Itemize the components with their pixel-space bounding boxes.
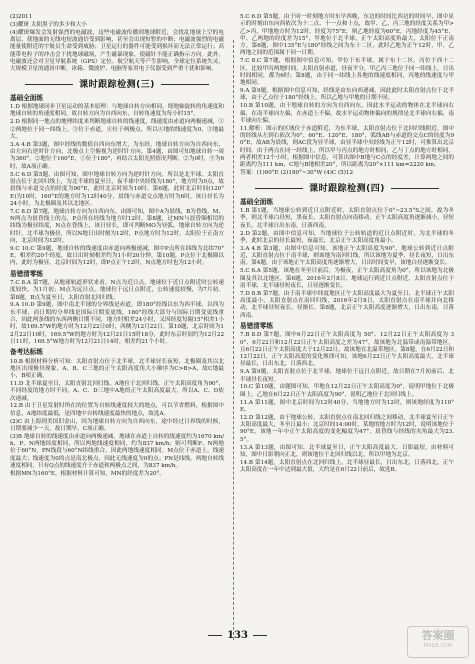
title-rule xyxy=(25,84,73,85)
answer-item: 11.解析：图示的区域位于赤道附近，为东半球，太阳直射点位于北回归线附近，图中的经线从左到右依次为0°、60°E、120°E、180°，弧线AB与赤道的交点C的经度为90°E，故AB为晨线，则AC段为昼半球，由昼半球中央经线为正午12时，可推算出北京时间。由于两点在同一经线上，所以甲与丙点的地方时相同，乙与丁点的地方时相同，两者相差12个小时。根据图中信息，可算出图中B地与C点的经度差，计算两地之间的距离约为111 km，C地与B地相差20°，所以距离为20°×111 km=2220 km。 xyxy=(240,125,454,169)
answer-item: 11.D 北半球夏至日，太阳直射北回归线，A地位于北回归线，正午太阳高度角为90°，不同经度的地方时不同，A、C、D三地中A地的正午太阳高度最大，所以A、C、D依次递减。 xyxy=(10,381,224,402)
answer-item: 2.D 第2题，由图中信息可知，当地球位于公转轨道的近日点附近时，为北半球的冬季，此时北京的昼长最短，夜最长，北京正午太阳高度角最小。 xyxy=(240,230,454,244)
lesson-title-4: 课时跟踪检测(四) xyxy=(240,186,454,193)
answer-item: 7.D 8.B 第7题，由于南半球中纬度地区正午太阳高度最大为夏至日，北半球正午太阳高度最小，太阳直射点在南回归线，2016年2月8日，太阳直射点在南半球并向北移动，北半球昼短夜长，昼渐长。第8题，北京正午太阳高度逐渐增大，日出东南，日落西南。 xyxy=(240,290,454,319)
section-heading: 易错清零练 xyxy=(10,269,43,278)
answer-item: 9.A 第9题，根据图中信息可知，经线是由东向西递减，因此此时太阳直射点位于北半球，由于乙点位于180°经线上，所以乙地与甲地的日期不同。 xyxy=(240,88,454,102)
answer-item: 11.A 第11题，图中北京时间为12时40分，当地地方时为12时，则该地经度为110°E。 xyxy=(240,399,454,413)
section-heading: 备考达标练 xyxy=(10,348,43,357)
answer-item: 5.C 6.A 第5题，该地在冬至日前后，为极夜，正午太阳高度角为0°，所以该地为北极圈及其以北地区。第6题，2016年2月8日，地球运行到近日点附近，太阳直射点位于南半球，北半球昼短夜长，且昼逐渐变长。 xyxy=(240,268,454,289)
site-watermark: 答案圈 MXQE.COM xyxy=(407,626,469,658)
intro-line: (4)耀斑爆发会发射强烈的电磁波，这些电磁波传播到地球附近，会扰乱地球上空的电离层，使地面的无线电短波通信受到影响，甚至会出现短暂的中断；电磁波强烈的电磁能量使附近的宇航员生命受到威胁；卫星运行的器件可能受到损坏而无法正常运行；高能带电粒子的冲击会干扰地球磁场，产生磁暴现象，使磁针不能正确指示方向。此外，电磁波还会对卫星导航系统（GPS）定位、航空航天等产生影响，全球定位系统失灵，大规模卫星的通讯中断，冰箱、微波炉、电脑等家用电子仪器受到严重干扰和影响。 xyxy=(10,29,224,73)
section-heading: 基础全面练 xyxy=(240,197,273,206)
answer-item: 12.D 第12题，由于地球公转，太阳直射点在南北回归线之间移动，北半球夏至日正午太阳高度最大，冬至日最小；北京时间14:00时，某地的地方时为12时，说明该地位于90°E，该地一年中正午太阳高度的变化幅度为47°，晨昏线与经线的夹角最大为23.5°。 xyxy=(240,414,454,443)
section-heading: 基础全面练 xyxy=(10,93,43,102)
answer-item: 10.B 根据材料分析可知：太阳直射点位于北半球，北半球昼长夜短，北极圈及其以北地区出现极昼现象，A、B、C三地的正午太阳高度角大小顺序为C>B>A，故C地最小，B项正确。 xyxy=(10,358,224,380)
lesson-title-3: 课时跟踪检测(三) xyxy=(10,82,224,89)
answer-item: 7.B 8.D 第7题，图中6月22日正午太阳高度为 50°、12月22日正午太阳高度为 30°、6月22日和12月22日正午太阳高度之差为47°，故该地为北温带或南温带地区，且6月22日正午太阳高度大于12月22日，故该地在北温带地区。第8题，在6月22日和12月22日，正午太阳高度的变化规律可知，该地6月22日正午太阳高度最大，北半球昼最长，日出东北，日落西北。 xyxy=(240,332,454,368)
page-rule xyxy=(253,635,267,636)
title-rule xyxy=(255,188,303,189)
right-column xyxy=(240,14,454,475)
answer-item: 1.D 根据地球同步卫星运动的基本原理：与地球自转方向相同，绕地轴旋转的角速度和地球自转的角速度相同，故自转方向为自西向东，自转角速度为每小时15°。 xyxy=(10,104,224,118)
answer-item: 9.C 10.C 第9题，地球自转的线速度由赤道向两极递减，图中P点所在纬线为北纬70°E，相差约20个经度，故日出时刻相差约为1小时20分钟。第10题，P点位于北极圈以内，此时为极昼，北京时间为12时，即P点正午12时，N点地方时也为12小时。 xyxy=(10,245,224,267)
answer-item: 1.B 第1题，当地球公转到近日点附近时，太阳直射点位于0°~23.5°S之间，故为冬季，则北半球白昼短，黑夜长，太阳直射点向南移动，正午太阳高度角逐渐减小，昼短夜长，北半球日出东南，日落西南。 xyxy=(240,208,454,229)
answer-item: 5.C 6.D 第5题，由图可知，图中地球自转方向为逆时针方向，所以是北半球，太阳直射点位于北回归线上，为北半球的夏至日，夜半球中央经线为180°，地方时为0点，故晨线与赤道交点的经度为90°E，此时北京时间为10时。第6题，此时北京时间(120°E)为10时，160°E的地方时为12时40分，晨线与赤道交点地方时为6时，该日昼长为24小时，为北极圈及其以北地区。 xyxy=(10,171,224,207)
answer-item: 10.C 第10题，由题图可知，甲地在12月22日正午太阳高度为0°，说明甲地位于北极圈上，乙地在6月22日正午太阳高度为90°，说明乙地位于北回归线上。 xyxy=(240,384,454,398)
answer-item: 3.A 4.B 第3题，图中经线的数值自西向东增大，为东经，地球自转方向为自西向东，由左向右逆时针方向，北极点上空俯视为逆时针方向。第4题，由图可知地球自转一周为360°，②地位于160°E，①位于180°，再结合太阳光照情况判断，②为0时，③为6时，故A项正确。 xyxy=(10,141,224,170)
answer-item: 3.A 4.B 第3题，由图中信息可知，该地正午太阳高度为90°，地球公转到近日点附近，太阳直射点位于南半球，则该地为南回归线，所以该地为夏季，昼长夜短，日出东南。第4题，由于该地正午太阳高度角逐渐增大，日出时间变早，该地白昼逐渐变长。 xyxy=(240,245,454,267)
intro-line: (3)耀斑 太阳黑子的多少和大小 xyxy=(10,21,87,28)
page-rule xyxy=(208,635,222,636)
answer-item: 根据MN为160°E，根据材料计算可知，MN的经度差为20°。 xyxy=(10,470,165,477)
title-rule xyxy=(161,84,209,85)
answer-item: 10.B 第10题，由于地球自转的方向为自西向东，因此水平运动的物体在北半球向右偏，在南半球向左偏，在赤道上不偏，故水平运动物体偏向的规律是北半球向右偏，南半球向左偏。 xyxy=(240,103,454,124)
left-column xyxy=(10,14,224,479)
answer-item: 9.A 10.D 第9题，图中南北半球的分界线是赤道，即180°经线以东为西半球，以西为东半球，而日期的分界线是国际日期变更线，180°经线大部分与国际日期变更线重合，因此两条线的东西两侧日期不同，地方时相差24小时，又因经度每隔15°相差1小时，故169.5°W的地方时为12月22日0时，西侧为12月22日。第10题，北京时间为12月22日10时，169.5°W的地方时为12月21日15时18分，此时东京时间约为12月22日11时，169.5°W地方时为12月21日14时，相差约21个小时。 xyxy=(10,302,224,345)
answer-item: 2.D 根据同一地点的地理纬度来判断地球自转的线速度，线速度由赤道向两极递减，①②两地位于同一纬线上，③位于赤道，④位于两极点，所以④地的线速度为0，③地最大。 xyxy=(10,119,224,140)
answer-item: 5.C 6.D 第5题，由于同一时刻地方时东早西晚，东边的时间比西边的时间早，图中显示的时刻由东向西依次为十二点、十一点和十点，故甲、乙、丙三地的经度关系为甲>乙>丙，甲地地方时为12时，经度为75°E，则乙地经度为60°E，丙地经度为45°E，甲、乙两地的经度差为15°，甲地位于北半球，正午太阳高度角最大，太阳位于正南方。第6题，图中135°E与180°经线之间为东十二区，此时乙地为正午12时，甲、乙两地之间的范围属于同一日期。 xyxy=(240,14,454,57)
title-rule xyxy=(391,188,439,189)
answer-item: 7.C 8.A 第7题，从地球轨道形状来看，N点为近日点，地球位于近日点附近时公转速度较快，为1月初；M点为远日点，地球位于远日点附近，公转速度较慢，为7月初。第8题，B点为夏至日，太阳直射北回归线。 xyxy=(10,279,224,301)
answer-item: (3)B 地球自转的线速度由赤道向两极递减，地球在赤道上自转的线速度约为1670 km/h，P、N两地纬度相同，所以两地线速度相同，约为837 km/h；则可判断P、N两地位于60°N，PN线段与60°N纬线重合，因此两地线速度相同。M点位于赤道上，线速度最大；线速度为0的点是南北极点，因此无线速度为0的点；PN是纬线，两地自转线速度相同，只有Q点的线速度介于赤道和两极点之间，为837 km/h。 xyxy=(10,433,224,470)
answer-item: 7.C 8.C 第7题，根据图中信息可知，甲位于东半球，属于东十二区，丙位于西十二区，比较甲丙两地时间，太阳直射赤道，昼夜平分，甲乙丙三地位于同一纬线上，日出时间相同，都为6时；第8题，由于同一纬线上各地的线速度相同，丙地的线速度与甲地相同。 xyxy=(240,58,454,87)
answer-item: 9.A 第9题，太阳直射点位于北半球，地球位于远日点附近，故日期在7月初前后，北半球昼长夜短。 xyxy=(240,369,454,383)
page-number: 133 xyxy=(0,630,475,641)
answer-item: (2)C 由上海到美国旧金山，因为地球自转方向为自西向东，途中经过日界线的时候，日期要减少一天，故日期早。C项正确。 xyxy=(10,418,224,432)
answer-item: 7.C 8.D 第7题，地球自转方向为自西向东，由图可知，图中A为晨线，B为昏线，M、N两点为晨昏线上的点，P点所在经线为地方时12时。第8题，过MN与晨昏圈相切的纬线为极昼纬度，N点在昏线上，该日昼长，即可判断MO为昼弧，地球自转方向为逆时针，北半球为极昼，所以N地日出时刻为12时，P点地方时为12时，太阳位于正南方向，北京时间为12时。 xyxy=(10,208,224,244)
column-divider xyxy=(233,40,234,640)
answer-item: 12.B 由于卫星发射时所在的位置为自转线速度较大的地点，可以节省燃料，根据图中信息，A地纬度最低，是四地中自转线速度最快的地点，故选A。 xyxy=(10,403,224,417)
answer-item: 14.B 第14题，太阳直射点在北回归线上，北半球昼最长，日出东北，日落西北，正午太阳高度在一年中达到最大值，大约是在6月22日前后，故选B。 xyxy=(240,459,454,474)
intro-block xyxy=(10,14,224,74)
answer-item: 13.A 第13题，由图可知，北半球夏至日，正午太阳高度最大，日影最短，由材料可知，图中日影朝向正北，则该地位于北回归线以北，所以甲地为北京。 xyxy=(240,444,454,458)
section-heading: 易错清零练 xyxy=(240,321,273,330)
intro-line: (2)2011 xyxy=(10,14,33,20)
answer-line: 答案：(1)60°E (2)180°~30°W (4)C (5)12 xyxy=(240,170,354,177)
